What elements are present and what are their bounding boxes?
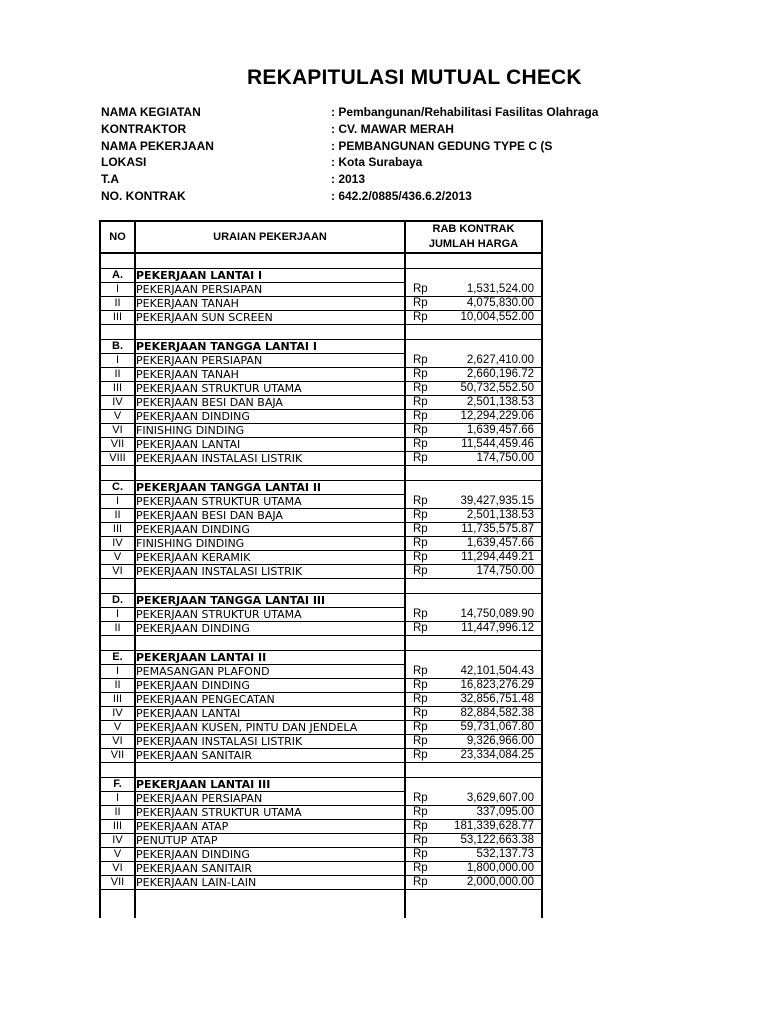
table-row (100, 410, 542, 424)
item-amount: 16,823,276.29 (460, 679, 534, 691)
item-name: PEKERJAAN DINDING (135, 622, 405, 636)
item-amount-cell (405, 721, 542, 735)
item-number: VI (100, 862, 135, 876)
item-amount: 10,004,552.00 (460, 311, 534, 323)
section-row (100, 481, 542, 495)
item-name: PEKERJAAN INSTALASI LISTRIK (135, 735, 405, 749)
item-name: PEKERJAAN STRUKTUR UTAMA (135, 382, 405, 396)
blank-row (100, 904, 542, 918)
item-number: I (100, 495, 135, 509)
item-number: I (100, 792, 135, 806)
item-number: VI (100, 565, 135, 579)
item-number: VII (100, 876, 135, 890)
currency-label: Rp (413, 368, 428, 380)
item-number: IV (100, 834, 135, 848)
table-row (100, 806, 542, 820)
currency-label: Rp (413, 693, 428, 705)
item-name: FINISHING DINDING (135, 537, 405, 551)
item-number: III (100, 523, 135, 537)
header-no: NO (100, 221, 135, 253)
section-amount-cell (405, 481, 542, 495)
item-amount-cell (405, 396, 542, 410)
currency-label: Rp (413, 424, 428, 436)
currency-label: Rp (413, 438, 428, 450)
currency-label: Rp (413, 452, 428, 464)
item-amount-cell (405, 495, 542, 509)
blank-cell (405, 466, 542, 481)
currency-label: Rp (413, 806, 428, 818)
blank-cell (100, 325, 135, 340)
item-amount: 23,334,084.25 (460, 749, 534, 761)
currency-label: Rp (413, 862, 428, 874)
item-amount: 337,095.00 (476, 806, 534, 818)
item-amount-cell (405, 283, 542, 297)
item-number: II (100, 806, 135, 820)
section-amount-cell (405, 340, 542, 354)
item-amount-cell (405, 876, 542, 890)
item-amount-cell (405, 679, 542, 693)
item-amount: 2,660,196.72 (466, 368, 534, 380)
section-row (100, 778, 542, 792)
blank-cell (135, 890, 405, 905)
info-value-no-kontrak: : 642.2/0885/436.6.2/2013 (331, 189, 472, 203)
table-row (100, 523, 542, 537)
item-name: PEKERJAAN PENGECATAN (135, 693, 405, 707)
item-name: PEKERJAAN SANITAIR (135, 749, 405, 763)
currency-label: Rp (413, 607, 428, 620)
table-row (100, 495, 542, 509)
currency-label: Rp (413, 282, 428, 295)
item-amount-cell (405, 834, 542, 848)
item-amount-cell (405, 438, 542, 452)
item-number: V (100, 551, 135, 565)
info-label-lokasi: LOKASI (101, 155, 147, 169)
item-amount-cell (405, 665, 542, 679)
section-title: PEKERJAAN LANTAI II (135, 651, 405, 665)
item-amount: 50,732,552.50 (460, 382, 534, 394)
item-amount-cell (405, 424, 542, 438)
section-number: F. (100, 778, 135, 792)
currency-label: Rp (413, 834, 428, 846)
blank-cell (135, 466, 405, 481)
item-amount-cell (405, 311, 542, 325)
item-amount: 11,447,996.12 (461, 622, 534, 634)
info-label-nama-pekerjaan: NAMA PEKERJAAN (101, 139, 214, 153)
item-name: PEKERJAAN LANTAI (135, 707, 405, 721)
item-name: PEKERJAAN SANITAIR (135, 862, 405, 876)
table-row (100, 509, 542, 523)
item-number: I (100, 665, 135, 679)
item-name: PEKERJAAN INSTALASI LISTRIK (135, 452, 405, 466)
item-amount-cell (405, 551, 542, 565)
info-value-lokasi: : Kota Surabaya (331, 155, 423, 169)
blank-cell (100, 890, 135, 905)
blank-cell (135, 763, 405, 778)
table-row (100, 537, 542, 551)
table-row (100, 848, 542, 862)
item-name: PEKERJAAN TANAH (135, 368, 405, 382)
item-amount: 42,101,504.43 (460, 664, 534, 677)
item-amount: 59,731,067.80 (460, 721, 534, 733)
item-amount-cell (405, 735, 542, 749)
section-row (100, 269, 542, 283)
item-number: II (100, 297, 135, 311)
table-row (100, 749, 542, 763)
item-amount-cell (405, 523, 542, 537)
item-number: IV (100, 707, 135, 721)
item-number: VII (100, 749, 135, 763)
blank-row (100, 636, 542, 651)
blank-row (100, 763, 542, 778)
blank-cell (405, 325, 542, 340)
item-amount: 9,326,966.00 (466, 735, 534, 747)
item-amount: 2,627,410.00 (466, 353, 534, 366)
item-number: VIII (100, 452, 135, 466)
item-amount: 11,735,575.87 (461, 523, 534, 535)
item-amount: 12,294,229.06 (460, 410, 534, 422)
section-amount-cell (405, 594, 542, 608)
item-amount: 11,294,449.21 (461, 551, 534, 563)
blank-cell (100, 253, 135, 269)
info-value-nama-kegiatan: : Pembangunan/Rehabilitasi Fasilitas Olahraga (331, 105, 599, 119)
table-row (100, 792, 542, 806)
blank-row (100, 253, 542, 269)
section-number: C. (100, 481, 135, 495)
table-row (100, 862, 542, 876)
item-name: PEKERJAAN BESI DAN BAJA (135, 396, 405, 410)
item-number: III (100, 311, 135, 325)
item-name: PEKERJAAN STRUKTUR UTAMA (135, 806, 405, 820)
item-amount-cell (405, 622, 542, 636)
currency-label: Rp (413, 396, 428, 408)
header-rab (405, 221, 542, 253)
table-row (100, 452, 542, 466)
item-amount: 1,531,524.00 (466, 282, 534, 295)
page-title: REKAPITULASI MUTUAL CHECK (247, 66, 582, 89)
section-number: E. (100, 651, 135, 665)
table-header-row (100, 221, 542, 253)
table-row (100, 679, 542, 693)
item-amount-cell (405, 693, 542, 707)
currency-label: Rp (413, 721, 428, 733)
item-number: III (100, 693, 135, 707)
item-amount: 174,750.00 (476, 452, 534, 464)
item-amount-cell (405, 368, 542, 382)
item-name: PEKERJAAN LANTAI (135, 438, 405, 452)
section-number: A. (100, 269, 135, 283)
item-number: III (100, 382, 135, 396)
blank-row (100, 579, 542, 594)
item-name: PEKERJAAN ATAP (135, 820, 405, 834)
item-amount-cell (405, 820, 542, 834)
item-amount-cell (405, 862, 542, 876)
item-amount: 2,501,138.53 (466, 509, 534, 521)
blank-cell (405, 904, 542, 918)
item-number: VI (100, 424, 135, 438)
item-amount: 2,000,000.00 (466, 876, 534, 888)
table-row (100, 438, 542, 452)
item-number: IV (100, 537, 135, 551)
table-row (100, 368, 542, 382)
item-number: I (100, 354, 135, 368)
item-amount-cell (405, 848, 542, 862)
table-row (100, 735, 542, 749)
item-number: IV (100, 396, 135, 410)
table-row (100, 382, 542, 396)
item-amount: 3,629,607.00 (466, 791, 534, 804)
item-number: II (100, 509, 135, 523)
table-row (100, 665, 542, 679)
item-amount: 11,544,459.46 (461, 438, 534, 450)
blank-row (100, 325, 542, 340)
blank-row (100, 466, 542, 481)
item-number: II (100, 679, 135, 693)
currency-label: Rp (413, 297, 428, 309)
table-row (100, 693, 542, 707)
info-value-kontraktor: : CV. MAWAR MERAH (331, 122, 454, 136)
item-amount: 32,856,751.48 (460, 693, 534, 705)
currency-label: Rp (413, 735, 428, 747)
item-number: II (100, 368, 135, 382)
item-amount: 39,427,935.15 (460, 494, 534, 507)
item-name: PENUTUP ATAP (135, 834, 405, 848)
section-number: D. (100, 594, 135, 608)
table-row (100, 608, 542, 622)
table-row (100, 283, 542, 297)
item-amount: 82,884,582.38 (460, 707, 534, 719)
section-title: PEKERJAAN LANTAI I (135, 269, 405, 283)
blank-cell (135, 636, 405, 651)
table-row (100, 396, 542, 410)
item-amount: 1,639,457.66 (466, 424, 534, 436)
item-number: VI (100, 735, 135, 749)
currency-label: Rp (413, 791, 428, 804)
item-name: PEKERJAAN DINDING (135, 848, 405, 862)
table-row (100, 551, 542, 565)
table-row (100, 721, 542, 735)
item-number: V (100, 721, 135, 735)
blank-cell (405, 579, 542, 594)
item-amount: 532,137.73 (476, 848, 534, 860)
header-uraian: URAIAN PEKERJAAN (135, 221, 405, 253)
currency-label: Rp (413, 523, 428, 535)
info-label-ta: T.A (101, 172, 119, 186)
section-title: PEKERJAAN LANTAI III (135, 778, 405, 792)
item-number: VII (100, 438, 135, 452)
item-amount-cell (405, 410, 542, 424)
table-row (100, 297, 542, 311)
item-amount-cell (405, 608, 542, 622)
section-row (100, 594, 542, 608)
item-name: PEKERJAAN INSTALASI LISTRIK (135, 565, 405, 579)
item-name: PEKERJAAN TANAH (135, 297, 405, 311)
table-row (100, 565, 542, 579)
blank-cell (100, 636, 135, 651)
blank-row (100, 890, 542, 905)
item-amount-cell (405, 537, 542, 551)
section-amount-cell (405, 651, 542, 665)
currency-label: Rp (413, 679, 428, 691)
item-name: PEKERJAAN BESI DAN BAJA (135, 509, 405, 523)
item-amount: 174,750.00 (476, 565, 534, 577)
blank-cell (405, 890, 542, 905)
item-amount: 1,639,457.66 (466, 537, 534, 549)
blank-cell (135, 579, 405, 594)
table-row (100, 834, 542, 848)
item-name: PEKERJAAN PERSIAPAN (135, 792, 405, 806)
item-name: PEKERJAAN KERAMIK (135, 551, 405, 565)
currency-label: Rp (413, 820, 428, 832)
currency-label: Rp (413, 509, 428, 521)
info-value-nama-pekerjaan: : PEMBANGUNAN GEDUNG TYPE C (S (331, 139, 553, 153)
currency-label: Rp (413, 565, 428, 577)
item-name: PEKERJAAN DINDING (135, 410, 405, 424)
item-amount-cell (405, 749, 542, 763)
item-amount: 53,122,663.38 (460, 834, 534, 846)
currency-label: Rp (413, 410, 428, 422)
currency-label: Rp (413, 749, 428, 761)
item-name: PEKERJAAN DINDING (135, 523, 405, 537)
currency-label: Rp (413, 311, 428, 323)
currency-label: Rp (413, 353, 428, 366)
item-name: PEKERJAAN LAIN-LAIN (135, 876, 405, 890)
section-number: B. (100, 340, 135, 354)
currency-label: Rp (413, 664, 428, 677)
item-amount: 14,750,089.90 (460, 607, 534, 620)
rekap-table (99, 220, 543, 918)
blank-cell (100, 904, 135, 918)
item-amount: 181,339,628.77 (454, 820, 534, 832)
info-label-no-kontrak: NO. KONTRAK (101, 189, 186, 203)
item-amount-cell (405, 382, 542, 396)
currency-label: Rp (413, 551, 428, 563)
section-amount-cell (405, 778, 542, 792)
item-name: PEKERJAAN KUSEN, PINTU DAN JENDELA (135, 721, 405, 735)
item-name: PEKERJAAN PERSIAPAN (135, 354, 405, 368)
item-number: I (100, 283, 135, 297)
item-amount-cell (405, 707, 542, 721)
blank-cell (405, 763, 542, 778)
info-value-ta: : 2013 (331, 172, 366, 186)
item-name: PEKERJAAN SUN SCREEN (135, 311, 405, 325)
header-rab-line1: RAB KONTRAK (432, 223, 515, 235)
blank-cell (100, 763, 135, 778)
blank-cell (135, 253, 405, 269)
item-amount: 4,075,830.00 (466, 297, 534, 309)
item-number: V (100, 410, 135, 424)
currency-label: Rp (413, 848, 428, 860)
item-amount-cell (405, 806, 542, 820)
info-label-kontraktor: KONTRAKTOR (101, 122, 187, 136)
item-number: III (100, 820, 135, 834)
section-title: PEKERJAAN TANGGA LANTAI I (135, 340, 405, 354)
item-amount-cell (405, 792, 542, 806)
currency-label: Rp (413, 537, 428, 549)
item-name: FINISHING DINDING (135, 424, 405, 438)
currency-label: Rp (413, 707, 428, 719)
item-name: PEKERJAAN STRUKTUR UTAMA (135, 608, 405, 622)
currency-label: Rp (413, 622, 428, 634)
item-name: PEKERJAAN PERSIAPAN (135, 283, 405, 297)
table-row (100, 820, 542, 834)
item-amount-cell (405, 297, 542, 311)
currency-label: Rp (413, 382, 428, 394)
item-name: PEKERJAAN DINDING (135, 679, 405, 693)
item-amount-cell (405, 565, 542, 579)
currency-label: Rp (413, 494, 428, 507)
item-amount-cell (405, 452, 542, 466)
item-number: V (100, 848, 135, 862)
blank-cell (135, 904, 405, 918)
blank-cell (100, 466, 135, 481)
section-title: PEKERJAAN TANGGA LANTAI II (135, 481, 405, 495)
item-amount: 2,501,138.53 (466, 396, 534, 408)
info-label-nama-kegiatan: NAMA KEGIATAN (101, 105, 201, 119)
section-title: PEKERJAAN TANGGA LANTAI III (135, 594, 405, 608)
item-name: PEMASANGAN PLAFOND (135, 665, 405, 679)
table-row (100, 354, 542, 368)
blank-cell (405, 253, 542, 269)
section-row (100, 651, 542, 665)
table-row (100, 707, 542, 721)
blank-cell (405, 636, 542, 651)
currency-label: Rp (413, 876, 428, 888)
table-row (100, 876, 542, 890)
blank-cell (135, 325, 405, 340)
section-amount-cell (405, 269, 542, 283)
item-amount: 1,800,000.00 (466, 862, 534, 874)
table-row (100, 424, 542, 438)
item-number: I (100, 608, 135, 622)
table-row (100, 311, 542, 325)
table-row (100, 622, 542, 636)
item-amount-cell (405, 354, 542, 368)
header-rab-line2: JUMLAH HARGA (428, 238, 519, 250)
item-number: II (100, 622, 135, 636)
item-amount-cell (405, 509, 542, 523)
item-name: PEKERJAAN STRUKTUR UTAMA (135, 495, 405, 509)
blank-cell (100, 579, 135, 594)
section-row (100, 340, 542, 354)
